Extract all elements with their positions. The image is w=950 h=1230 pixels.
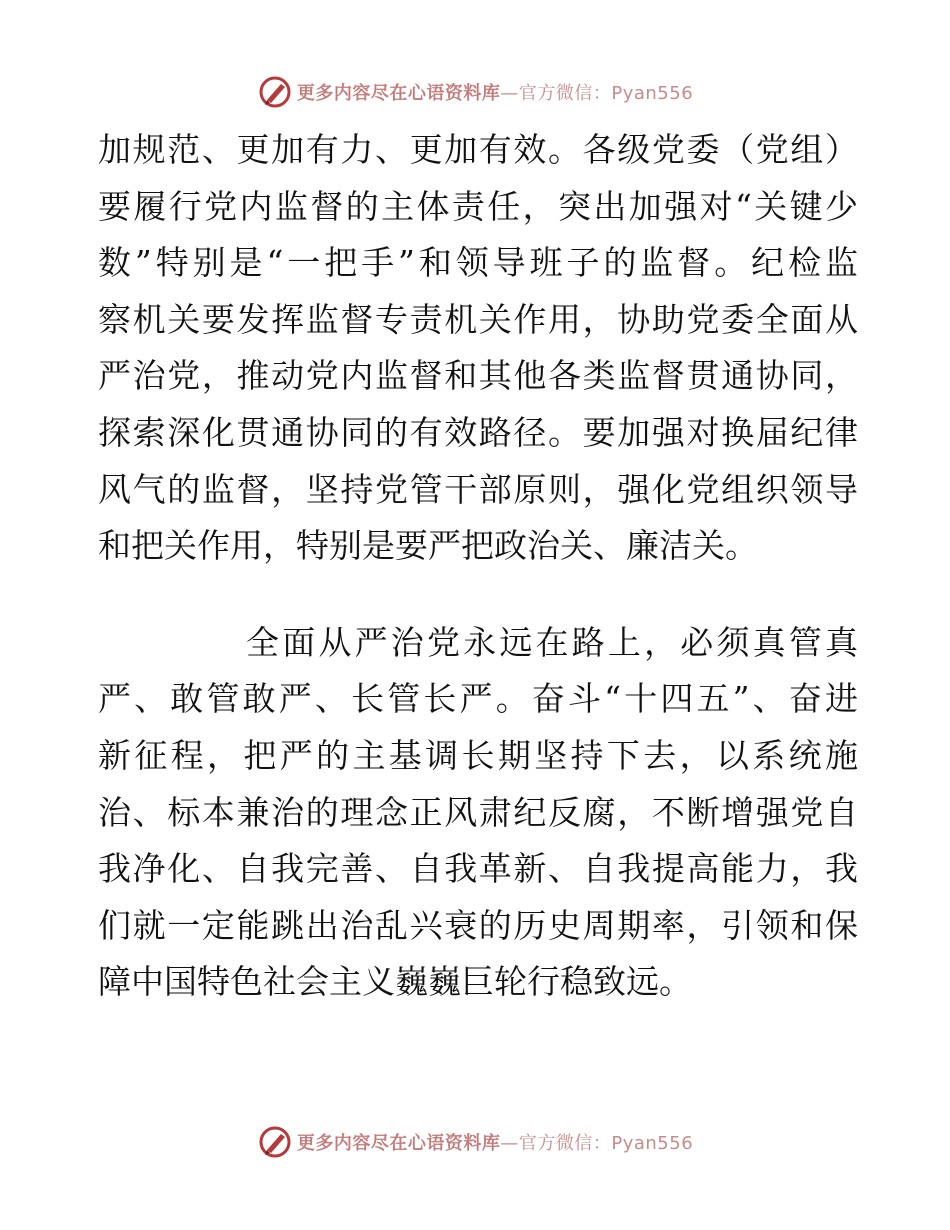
text-line: 要履行党内监督的主体责任，突出加强对“关键少 — [98, 186, 858, 226]
text-line: 我净化、自我完善、自我革新、自我提高能力，我 — [98, 849, 858, 889]
text-line: 们就一定能跳出治乱兴衰的历史周期率，引领和保 — [98, 905, 858, 945]
paragraph-2 — [98, 615, 858, 1011]
text-line: 治、标本兼治的理念正风肃纪反腐，不断增强党自 — [98, 792, 858, 832]
text-line: 新征程，把严的主基调长期坚持下去，以系统施 — [98, 735, 858, 775]
text-line: 全面从严治党永远在路上，必须真管真 — [246, 622, 858, 662]
text-line: 严治党，推动党内监督和其他各类监督贯通协同， — [98, 356, 858, 396]
header-watermark — [0, 72, 950, 112]
footer-banner-title: 更多内容尽在心语资料库 — [296, 1133, 501, 1154]
footer-banner-contact: 官方微信：Pyan556 — [518, 1133, 694, 1154]
paragraph-spacer — [98, 575, 858, 615]
header-banner-dash: — — [500, 83, 519, 104]
text-line: 数”特别是“一把手”和领导班子的监督。纪检监 — [98, 243, 858, 283]
pen-logo-icon — [257, 74, 293, 110]
pen-logo-icon — [257, 1124, 293, 1160]
header-banner-title: 更多内容尽在心语资料库 — [296, 83, 501, 104]
text-line: 加规范、更加有力、更加有效。各级党委（党组） — [98, 130, 858, 169]
document-body — [98, 122, 858, 1011]
text-line: 和把关作用，特别是要严把政治关、廉洁关。 — [98, 526, 758, 566]
header-banner-text — [297, 79, 693, 105]
footer-banner-dash: — — [500, 1133, 519, 1154]
text-line: 严、敢管敢严、长管长严。奋斗“十四五”、奋进 — [98, 679, 858, 719]
footer-watermark — [0, 1122, 950, 1162]
text-line: 探索深化贯通协同的有效路径。要加强对换届纪律 — [98, 412, 858, 452]
paragraph-1 — [98, 122, 858, 575]
text-line: 察机关要发挥监督专责机关作用，协助党委全面从 — [98, 299, 858, 339]
text-line: 风气的监督，坚持党管干部原则，强化党组织领导 — [98, 469, 858, 509]
text-line: 障中国特色社会主义巍巍巨轮行稳致远。 — [98, 962, 692, 1002]
footer-banner-text — [297, 1129, 693, 1155]
header-banner-contact: 官方微信：Pyan556 — [518, 83, 694, 104]
